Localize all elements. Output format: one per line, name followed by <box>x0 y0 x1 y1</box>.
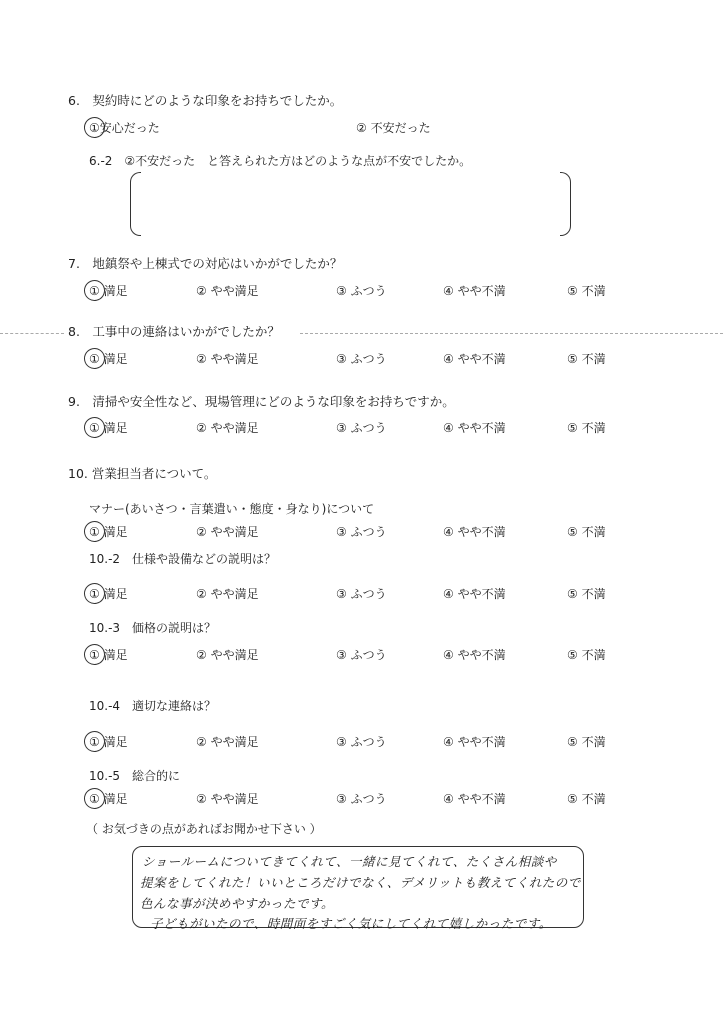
q10-3-label: 10.-3 価格の説明は？ <box>89 621 217 635</box>
q9-option-1[interactable]: ① 満足 <box>89 421 128 435</box>
q6-sub-question: 6.-2 ②不安だった と答えられた方はどのような点が不安でしたか。 <box>89 154 472 168</box>
q9-option-5[interactable]: ⑤ 不満 <box>567 421 606 435</box>
q10-manner-label: マナー(あいさつ・言葉遣い・態度・身なり)について <box>89 502 375 516</box>
q10-manner-option-4[interactable]: ④ やや不満 <box>443 525 506 539</box>
q10-5-option-1[interactable]: ① 満足 <box>89 792 128 806</box>
q10-2-option-5[interactable]: ⑤ 不満 <box>567 587 606 601</box>
fold-line <box>0 333 64 334</box>
answer-box-left-bracket <box>130 172 141 236</box>
comment-line: 提案をしてくれた！いいところだけでなく、デメリットも教えてくれたので <box>140 875 581 890</box>
q10-manner-option-5[interactable]: ⑤ 不満 <box>567 525 606 539</box>
q7-question: 7. 地鎮祭や上棟式での対応はいかがでしたか？ <box>68 256 343 271</box>
comment-line: ショールームについてきてくれて、一緒に見てくれて、たくさん相談や <box>142 854 557 869</box>
comments-prompt: （ お気づきの点があればお聞かせ下さい ） <box>86 822 322 836</box>
q8-option-1[interactable]: ① 満足 <box>89 352 128 366</box>
q10-5-option-5[interactable]: ⑤ 不満 <box>567 792 606 806</box>
q10-manner-option-3[interactable]: ③ ふつう <box>336 525 387 539</box>
q7-option-3[interactable]: ③ ふつう <box>336 284 387 298</box>
q6-question: 6. 契約時にどのような印象をお持ちでしたか。 <box>68 93 343 108</box>
q9-option-2[interactable]: ② やや満足 <box>196 421 259 435</box>
q7-option-4[interactable]: ④ やや不満 <box>443 284 506 298</box>
q10-3-option-5[interactable]: ⑤ 不満 <box>567 648 606 662</box>
q6-option-1[interactable]: ①安心だった <box>89 121 160 135</box>
q8-option-3[interactable]: ③ ふつう <box>336 352 387 366</box>
comment-line: 色んな事が決めやすかったです。 <box>140 896 335 911</box>
q7-option-1[interactable]: ① 満足 <box>89 284 128 298</box>
q10-manner-option-2[interactable]: ② やや満足 <box>196 525 259 539</box>
q9-option-4[interactable]: ④ やや不満 <box>443 421 506 435</box>
q10-3-option-2[interactable]: ② やや満足 <box>196 648 259 662</box>
q10-3-option-3[interactable]: ③ ふつう <box>336 648 387 662</box>
q7-option-2[interactable]: ② やや満足 <box>196 284 259 298</box>
q10-5-option-4[interactable]: ④ やや不満 <box>443 792 506 806</box>
fold-line <box>300 333 723 334</box>
q8-option-5[interactable]: ⑤ 不満 <box>567 352 606 366</box>
q10-2-label: 10.-2 仕様や設備などの説明は？ <box>89 552 277 566</box>
q9-question: 9. 清掃や安全性など、現場管理にどのような印象をお持ちですか。 <box>68 394 455 409</box>
q6-option-2[interactable]: ② 不安だった <box>356 121 431 135</box>
q10-4-option-1[interactable]: ① 満足 <box>89 735 128 749</box>
q10-5-label: 10.-5 総合的に <box>89 769 181 783</box>
q7-option-5[interactable]: ⑤ 不満 <box>567 284 606 298</box>
q10-2-option-2[interactable]: ② やや満足 <box>196 587 259 601</box>
q8-question: 8. 工事中の連絡はいかがでしたか？ <box>68 324 280 339</box>
q8-option-2[interactable]: ② やや満足 <box>196 352 259 366</box>
q10-4-label: 10.-4 適切な連絡は？ <box>89 699 217 713</box>
q10-5-option-2[interactable]: ② やや満足 <box>196 792 259 806</box>
q10-2-option-4[interactable]: ④ やや不満 <box>443 587 506 601</box>
q10-5-option-3[interactable]: ③ ふつう <box>336 792 387 806</box>
q10-4-option-2[interactable]: ② やや満足 <box>196 735 259 749</box>
q10-4-option-5[interactable]: ⑤ 不満 <box>567 735 606 749</box>
q10-4-option-3[interactable]: ③ ふつう <box>336 735 387 749</box>
q10-question: 10. 営業担当者について。 <box>68 466 217 481</box>
q10-manner-option-1[interactable]: ① 満足 <box>89 525 128 539</box>
q10-3-option-1[interactable]: ① 満足 <box>89 648 128 662</box>
q8-option-4[interactable]: ④ やや不満 <box>443 352 506 366</box>
q9-option-3[interactable]: ③ ふつう <box>336 421 387 435</box>
q10-3-option-4[interactable]: ④ やや不満 <box>443 648 506 662</box>
comment-line: 子どもがいたので、時間面をすごく気にしてくれて嬉しかったです。 <box>150 916 552 931</box>
q10-4-option-4[interactable]: ④ やや不満 <box>443 735 506 749</box>
q10-2-option-1[interactable]: ① 満足 <box>89 587 128 601</box>
q10-2-option-3[interactable]: ③ ふつう <box>336 587 387 601</box>
answer-box-right-bracket <box>560 172 571 236</box>
